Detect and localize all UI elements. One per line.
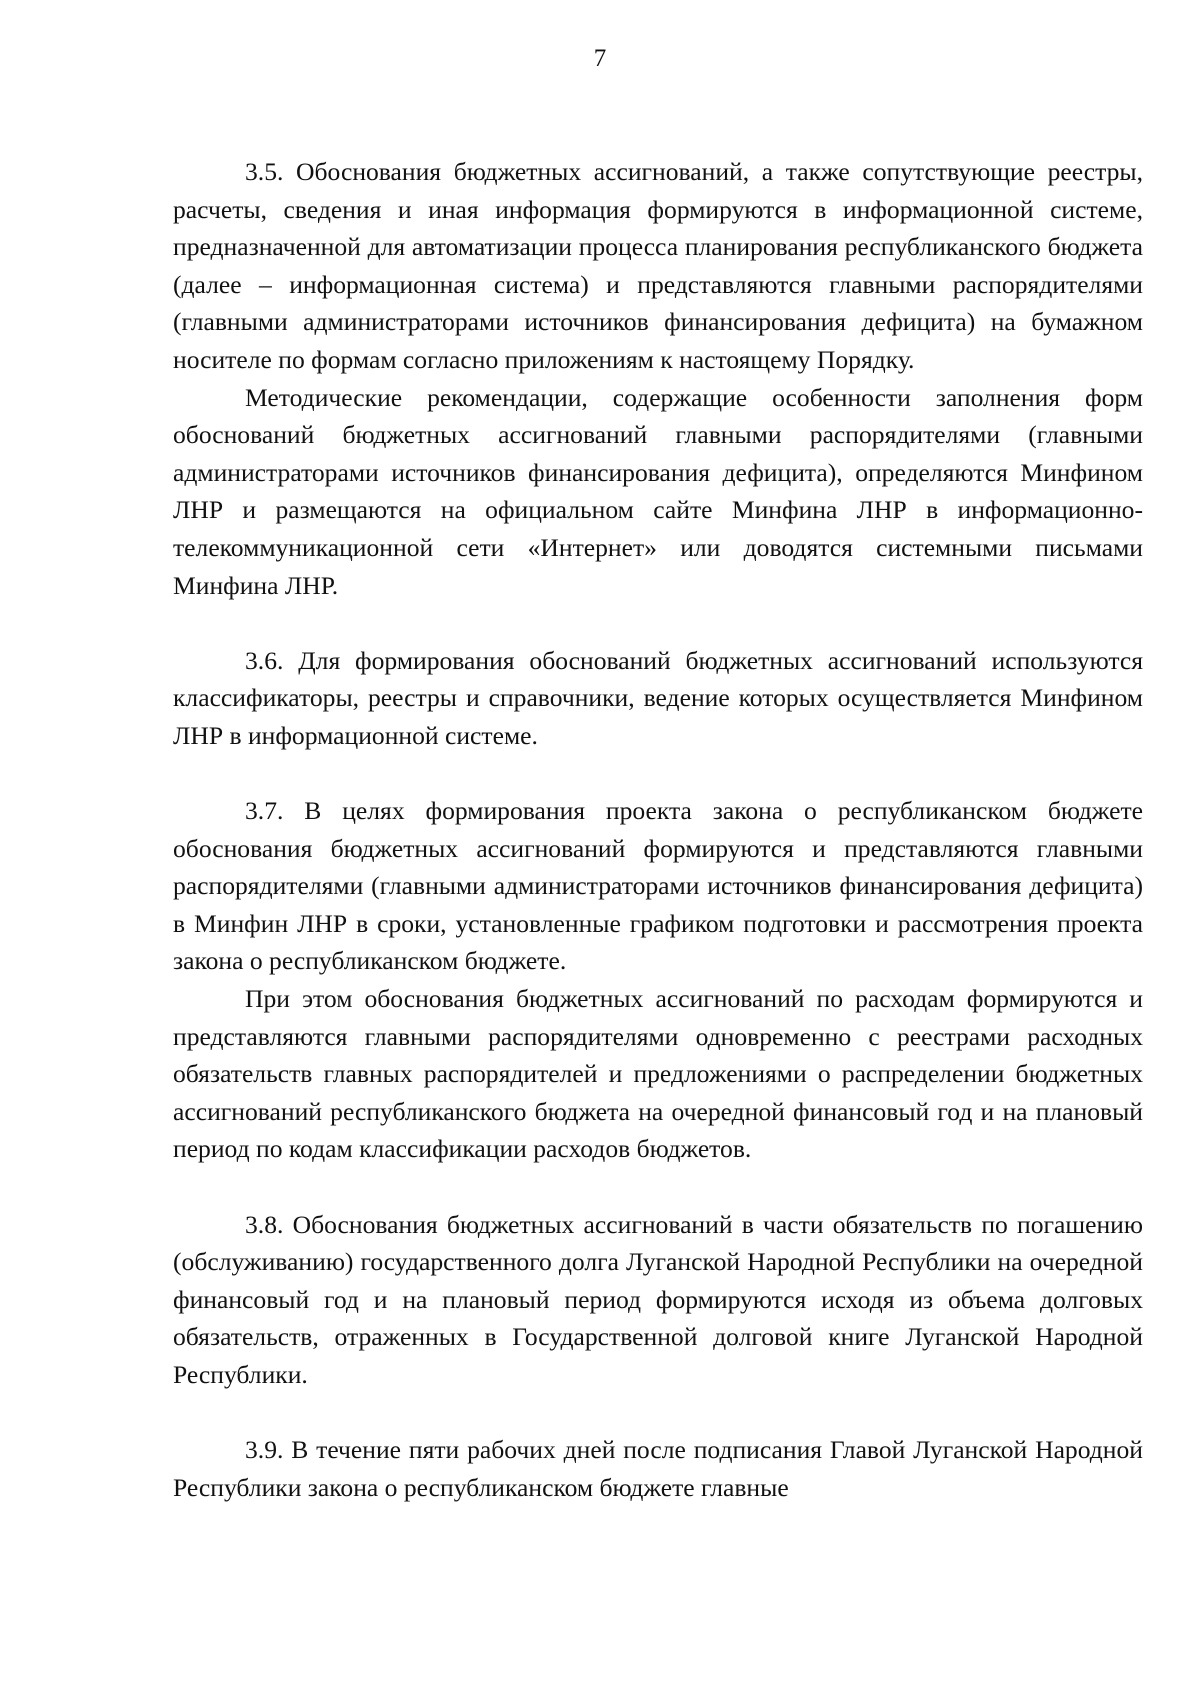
paragraph-3-7: 3.7. В целях формирования проекта закона о республиканском бюджете обоснования бюджетных ассигнований формируются и представляются главными распорядителями (главными администраторами источников финансирования дефицита) в Минфин ЛНР в сроки, установленные графиком подготовки и рассмотрения проекта закона о республиканском бюджете. [173,796,1143,976]
paragraph-3-5: 3.5. Обоснования бюджетных ассигнований, а также сопутствующие реестры, расчеты, сведения и иная информация формируются в информационной системе, предназначенной для автоматизации процесса планирования республиканского бюджета (далее – информационная система) и представляются главными распорядителями (главными администраторами источников финансирования дефицита) на бумажном носителе по формам согласно приложениям к настоящему Порядку. [173,157,1143,374]
paragraph-expenses-justification: При этом обоснования бюджетных ассигнований по расходам формируются и представляются главными распорядителями одновременно с реестрами расходных обязательств главных распорядителей и предложениями о распределении бюджетных ассигнований республиканского бюджета на очередной финансовый год и на плановый период по кодам классификации расходов бюджетов. [173,984,1143,1164]
paragraph-3-8: 3.8. Обоснования бюджетных ассигнований в части обязательств по погашению (обслуживанию) государственного долга Луганской Народной Республики на очередной финансовый год и на плановый период формируются исходя из объема долговых обязательств, отраженных в Государственной долговой книге Луганской Народной Республики. [173,1209,1143,1389]
page-number: 7 [593,45,607,72]
paragraph-3-6: 3.6. Для формирования обоснований бюджетных ассигнований используются классификаторы, реестры и справочники, ведение которых осуществляется Минфином ЛНР в информационной системе. [173,645,1143,750]
document-body [173,153,1143,1506]
paragraph-methodical-recommendations: Методические рекомендации, содержащие особенности заполнения форм обоснований бюджетных ассигнований главными распорядителями (главными администраторами источников финансирования дефицита), определяются Минфином ЛНР и размещаются на официальном сайте Минфина ЛНР в информационно-телекоммуникационной сети «Интернет» или доводятся системными письмами Минфина ЛНР. [173,382,1143,600]
paragraph-3-9: 3.9. В течение пяти рабочих дней после подписания Главой Луганской Народной Республики закона о республиканском бюджете главные [173,1435,1143,1502]
